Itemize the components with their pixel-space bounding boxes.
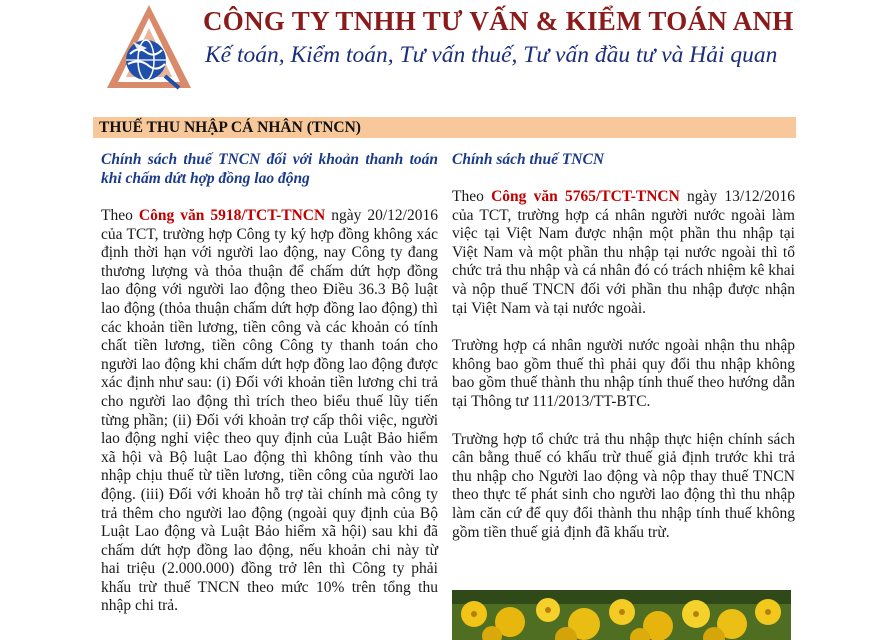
- company-tagline: Kế toán, Kiểm toán, Tư vấn thuế, Tư vấn đầu tư và Hải quan: [205, 42, 778, 68]
- right-document-reference: Công văn 5765/TCT-TNCN: [491, 188, 680, 205]
- left-paragraph-lead: Theo: [101, 207, 139, 224]
- right-article-paragraph-1: [452, 188, 795, 318]
- right-paragraph-body: ngày 13/12/2016 của TCT, trường hợp cá nhân người nước ngoài làm việc tại Việt Nam được nhận một phần thu nhập tại Việt Nam và một phần thu nhập tại nước ngoài thì tổ chức trả thu nhập và cá nhân đó có trách nhiệm kê khai và nộp thuế TNCN đối với phần thu nhập được nhận tại Việt Nam và tại nước ngoài.: [452, 188, 795, 317]
- left-article-paragraph: [101, 207, 438, 616]
- logo-graphic: [103, 2, 195, 94]
- left-article-heading: Chính sách thuế TNCN đối với khoản thanh toán khi chấm dứt hợp đồng lao động: [101, 151, 438, 187]
- right-article-heading: Chính sách thuế TNCN: [452, 151, 605, 168]
- company-name: CÔNG TY TNHH TƯ VẤN & KIỂM TOÁN ANH: [203, 6, 794, 36]
- right-paragraph-lead: Theo: [452, 188, 492, 205]
- section-title: THUẾ THU NHẬP CÁ NHÂN (TNCN): [99, 119, 361, 136]
- left-document-reference: Công văn 5918/TCT-TNCN: [138, 207, 326, 224]
- left-column: [101, 150, 438, 616]
- right-article-paragraph-3: Trường hợp tổ chức trả thu nhập thực hiện chính sách cân bằng thuế có khấu trừ thuế giả định trước khi trả thu nhập cho Người lao động và nộp thay thuế TNCN theo thực tế phát sinh cho người lao động thì thu nhập làm căn cứ để quy đổi thành thu nhập tính thuế không gồm tiền thuế giả định đã khấu trừ.: [452, 430, 795, 541]
- left-paragraph-body: ngày 20/12/2016 của TCT, trường hợp Công ty ký hợp đồng không xác định thời hạn với người lao động, nay Công ty đang thương lượng và thỏa thuận để chấm dứt hợp đồng lao động với người lao động theo Điều 36.3 Bộ luật lao động (thỏa thuận chấm dứt hợp đồng lao động) thì các khoản tiền lương, tiền công và các khoản có tính chất tiền lương, tiền công Công ty thanh toán cho người lao động khi chấm dứt hợp đồng lao động được xác định như sau: (i) Đối với khoản tiền lương chi trả cho người lao động thì trích theo biểu thuế lũy tiến từng phần; (ii) Đối với khoản trợ cấp thôi việc, người lao động nghỉ việc theo quy định của Luật Bảo hiểm xã hội và Bộ luật Lao động thì không tính vào thu nhập chịu thuế từ tiền lương, tiền công của người lao động. (iii) Đối với khoản hỗ trợ tài chính mà công ty trả thêm cho người lao động (ngoài quy định của Bộ Luật Lao động và Luật Bảo hiểm xã hội) sau khi đã chấm dứt hợp đồng lao động, nếu khoản chi này từ hai triệu (2.000.000) đồng trở lên thì Công ty phải khấu trừ thuế TNCN theo mức 10% trên tổng thu nhập chi trả.: [101, 207, 438, 615]
- company-logo: [103, 2, 195, 94]
- right-column: [452, 150, 795, 542]
- right-article-paragraph-2: Trường hợp cá nhân người nước ngoài nhận thu nhập không bao gồm thuế thì phải quy đổi thu nhập không bao gồm thuế thành thu nhập tính thuế theo hướng dẫn tại Thông tư 111/2013/TT-BTC.: [452, 337, 795, 410]
- section-banner: [93, 117, 796, 138]
